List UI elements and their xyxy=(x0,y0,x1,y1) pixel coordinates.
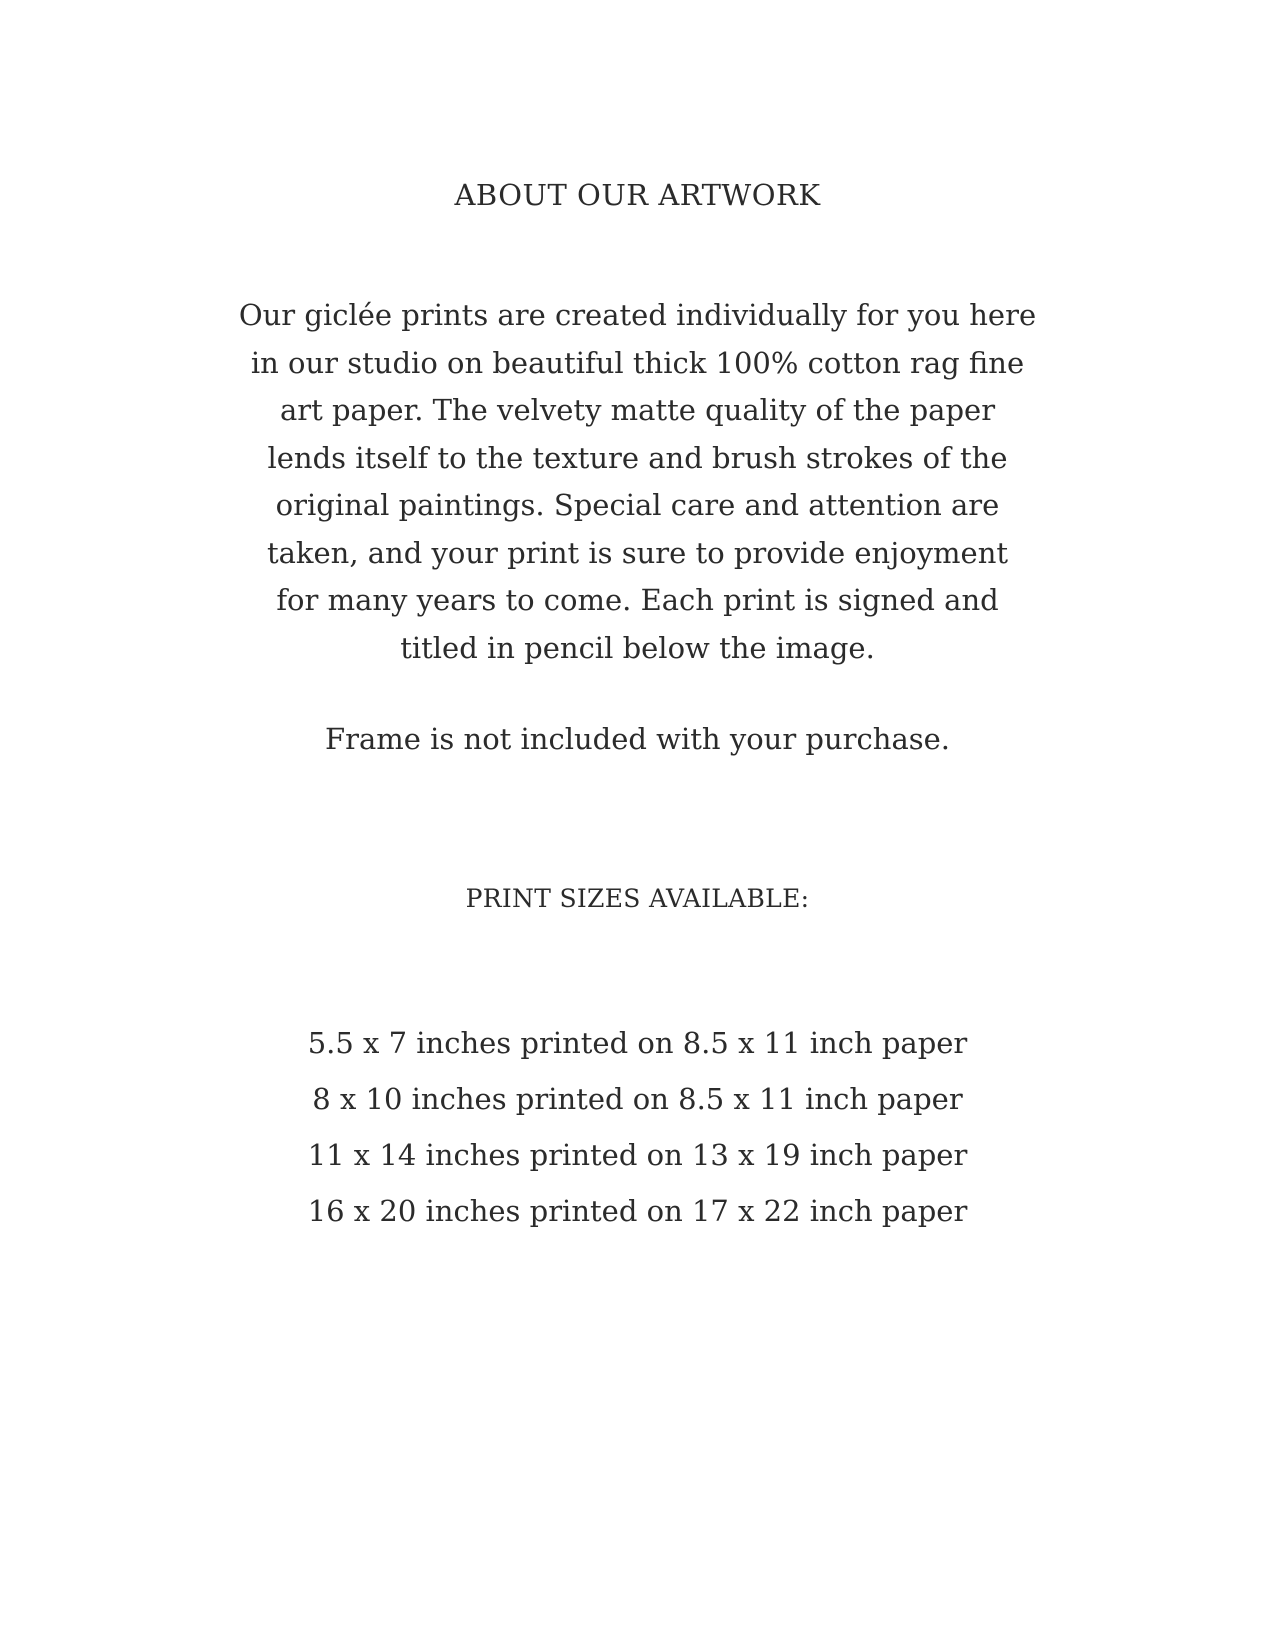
description-line: lends itself to the texture and brush strokes of the xyxy=(267,440,1008,475)
print-sizes-list xyxy=(0,1015,1275,1239)
description-line: in our studio on beautiful thick 100% cotton rag fine xyxy=(250,345,1025,380)
artwork-description xyxy=(0,292,1275,672)
sizes-heading: PRINT SIZES AVAILABLE: xyxy=(465,884,810,913)
print-size-item: 16 x 20 inches printed on 17 x 22 inch paper xyxy=(307,1194,968,1228)
print-size-item: 8 x 10 inches printed on 8.5 x 11 inch paper xyxy=(312,1082,963,1116)
frame-note: Frame is not included with your purchase. xyxy=(324,722,950,756)
description-line: original paintings. Special care and attention are xyxy=(275,488,1000,522)
description-line: titled in pencil below the image. xyxy=(400,630,875,665)
print-size-item: 5.5 x 7 inches printed on 8.5 x 11 inch paper xyxy=(307,1026,968,1060)
description-line: art paper. The velvety matte quality of the paper xyxy=(279,393,996,427)
description-line: Our giclée prints are created individually for you here xyxy=(238,298,1037,332)
print-size-item: 11 x 14 inches printed on 13 x 19 inch paper xyxy=(307,1138,968,1172)
page-title: ABOUT OUR ARTWORK xyxy=(454,178,821,212)
description-line: for many years to come. Each print is signed and xyxy=(276,583,999,617)
description-line: taken, and your print is sure to provide enjoyment xyxy=(266,535,1009,570)
